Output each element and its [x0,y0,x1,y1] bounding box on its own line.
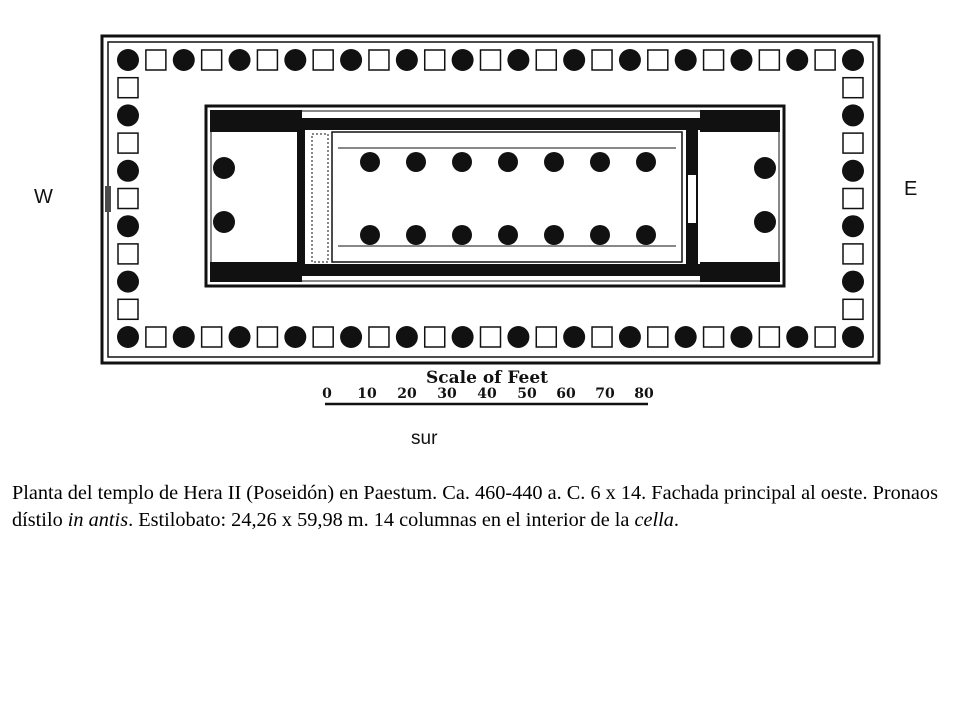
compass-south-label: sur [411,428,438,449]
peristyle-column [481,50,501,70]
scale-tick-label: 50 [517,386,537,402]
in-antis-column [213,211,235,233]
peristyle-column [786,49,808,71]
peristyle-column [173,326,195,348]
peristyle-column [229,49,251,71]
cella-interior-column [406,152,426,172]
cella-interior-column [544,152,564,172]
wall-block [700,110,780,132]
peristyle-column [675,49,697,71]
peristyle-column [229,326,251,348]
peristyle-column [842,160,864,182]
cella-interior-column [452,225,472,245]
cella-interior-column [360,152,380,172]
peristyle-column [117,271,139,293]
cella-interior-column [590,225,610,245]
peristyle-column [842,215,864,237]
scale-tick-label: 10 [357,386,377,402]
peristyle-column [202,50,222,70]
peristyle-column [117,326,139,348]
peristyle-column [117,160,139,182]
peristyle-column [563,49,585,71]
peristyle-column [313,327,333,347]
peristyle-column [118,189,138,209]
peristyle-column [284,326,306,348]
opisthodomos-wall [297,130,305,264]
scale-tick-label: 30 [437,386,457,402]
peristyle-column [843,244,863,264]
compass-east-label: E [904,178,918,200]
peristyle-column [730,326,752,348]
cella-long-wall-south [300,264,700,276]
peristyle-column [396,326,418,348]
peristyle-column [563,326,585,348]
peristyle-column [118,133,138,153]
peristyle-column [843,299,863,319]
cella-interior-column [360,225,380,245]
peristyle-column [146,50,166,70]
in-antis-column [754,211,776,233]
peristyle-column [815,50,835,70]
peristyle-column [146,327,166,347]
caption-text: . [673,509,679,531]
cella-door-opening [688,175,696,223]
wall-block [210,262,302,282]
peristyle-column [284,49,306,71]
in-antis-column [213,157,235,179]
peristyle-column [759,327,779,347]
cella-interior-column [498,152,518,172]
wall-block [210,110,302,132]
peristyle-column [536,50,556,70]
peristyle-column [117,104,139,126]
caption-italic-term: in antis [67,509,129,531]
peristyle-column [592,50,612,70]
peristyle-column [536,327,556,347]
peristyle-column [704,327,724,347]
peristyle-column [842,104,864,126]
peristyle-column [117,215,139,237]
scale-tick-label: 40 [477,386,497,402]
peristyle-column [592,327,612,347]
cella-interior-column [406,225,426,245]
peristyle-column [507,49,529,71]
peristyle-column [843,189,863,209]
peristyle-column [648,327,668,347]
peristyle-column [452,49,474,71]
peristyle-column [257,50,277,70]
peristyle-column [340,326,362,348]
compass-west-label: W [34,186,53,208]
peristyle-column [786,326,808,348]
peristyle-column [619,49,641,71]
peristyle-column [452,326,474,348]
pronaos-wall [312,134,328,262]
wall-block [700,262,780,282]
plan-caption [12,480,947,534]
cella-interior-column [636,152,656,172]
scale-tick-label: 0 [322,386,332,402]
cella-interior-column [452,152,472,172]
peristyle-column [704,50,724,70]
peristyle-column [425,50,445,70]
peristyle-column [675,326,697,348]
scale-tick-label: 70 [595,386,615,402]
peristyle-column [369,50,389,70]
peristyle-column [118,299,138,319]
in-antis-column [754,157,776,179]
cella-interior-column [544,225,564,245]
peristyle-column [425,327,445,347]
peristyle-column [118,244,138,264]
caption-text: Planta del templo de Hera II (Poseidón) en Paestum. Ca. 460-440 a. C. 6 x 14. Fachada principal al oeste. Pronaos dístilo [12,482,944,531]
peristyle-column [340,49,362,71]
peristyle-column [842,49,864,71]
peristyle-column [173,49,195,71]
peristyle-column [619,326,641,348]
peristyle-column [815,327,835,347]
peristyle-column [396,49,418,71]
scale-title: Scale of Feet [426,368,549,388]
peristyle-column [118,78,138,98]
peristyle-column [730,49,752,71]
peristyle-column [257,327,277,347]
caption-text: . Estilobato: 24,26 x 59,98 m. 14 columnas en el interior de la [128,509,635,531]
peristyle-column [117,49,139,71]
peristyle-column [842,326,864,348]
peristyle-column [843,78,863,98]
peristyle-column [369,327,389,347]
cella-long-wall-north [300,118,700,130]
scale-tick-label: 60 [556,386,576,402]
scale-tick-label: 80 [634,386,654,402]
peristyle-column [313,50,333,70]
peristyle-column [842,271,864,293]
peristyle-column [202,327,222,347]
caption-italic-term: cella [634,509,674,531]
peristyle-column [507,326,529,348]
peristyle-column [843,133,863,153]
cella-interior-column [590,152,610,172]
peristyle-column [648,50,668,70]
cella-interior-column [636,225,656,245]
peristyle-column [759,50,779,70]
peristyle-column [481,327,501,347]
scale-tick-label: 20 [397,386,417,402]
cella-interior-column [498,225,518,245]
